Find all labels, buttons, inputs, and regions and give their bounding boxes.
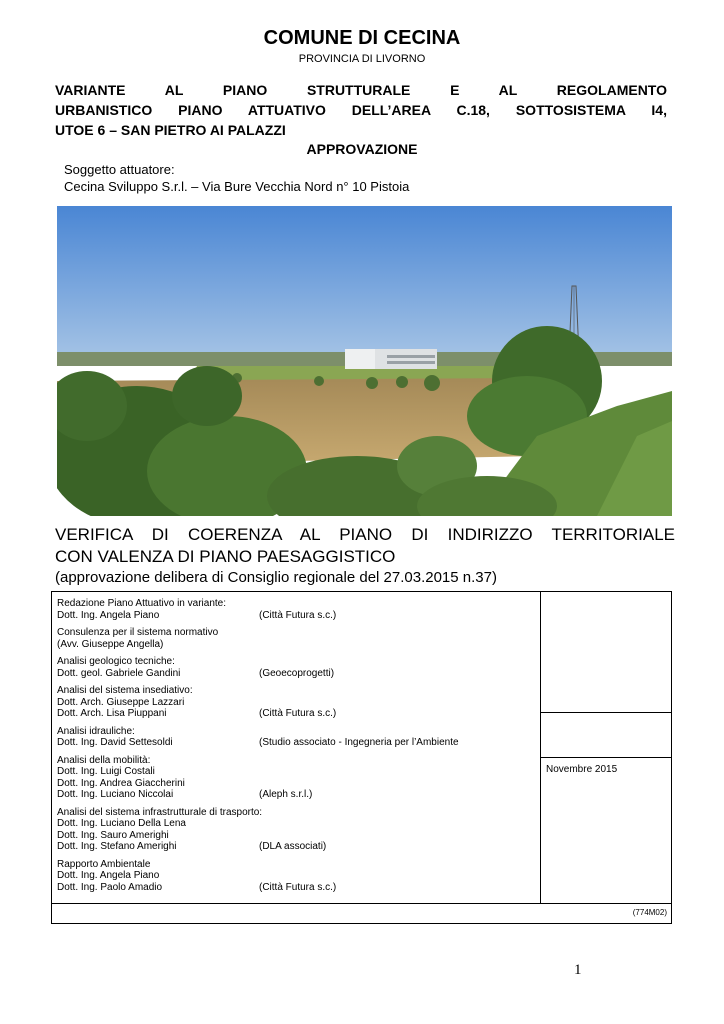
credit-title: Consulenza per il sistema normativo <box>57 627 219 638</box>
credit-person-row <box>57 708 535 720</box>
credit-person-row <box>57 830 535 842</box>
credit-title: Analisi del sistema insediativo: <box>57 685 193 696</box>
credit-person-name: Dott. Ing. Luciano Niccolai <box>57 789 174 800</box>
credit-block <box>57 859 535 894</box>
verification-approval-note: (approvazione delibera di Consiglio regionale del 27.03.2015 n.37) <box>55 569 497 586</box>
credit-title: Redazione Piano Attuativo in variante: <box>57 598 226 609</box>
credit-person-org: (Aleph s.r.l.) <box>259 789 313 800</box>
credit-person-org: (Studio associato - Ingegneria per l’Ambiente <box>259 737 459 748</box>
provincia-subtitle: PROVINCIA DI LIVORNO <box>298 53 426 65</box>
credit-person-row <box>57 841 535 853</box>
date-cell <box>541 758 672 904</box>
credit-person-row <box>57 818 535 830</box>
doc-code-cell <box>52 904 672 924</box>
credit-title: Analisi del sistema infrastrutturale di trasporto: <box>57 806 263 818</box>
credit-person-name: Dott. Ing. Luigi Costali <box>57 766 155 777</box>
credits-list <box>52 592 541 904</box>
verification-title-line-1: VERIFICA DI COERENZA AL PIANO DI INDIRIZZO TERRITORIALE <box>55 525 675 544</box>
credit-person-row <box>57 882 535 894</box>
credit-person-name: Dott. Ing. Paolo Amadio <box>57 881 163 893</box>
credit-person-row <box>57 778 535 790</box>
credit-person-row <box>57 639 535 651</box>
credit-person-org: (DLA associati) <box>259 841 327 852</box>
credit-person-name: Dott. Ing. Luciano Della Lena <box>57 818 186 829</box>
empty-cell-middle <box>541 713 672 758</box>
credit-block <box>57 726 535 749</box>
credit-person-row <box>57 697 535 709</box>
credit-person-name: Dott. Arch. Giuseppe Lazzari <box>57 696 185 708</box>
project-title-line-3: UTOE 6 – SAN PIETRO AI PALAZZI <box>55 122 286 138</box>
credit-person-name: Dott. Ing. Sauro Amerighi <box>57 829 169 841</box>
credit-person-name: Dott. Ing. Angela Piano <box>57 870 160 881</box>
page-number: 1 <box>574 962 582 978</box>
credit-person-row <box>57 668 535 680</box>
subject-label: Soggetto attuatore: <box>64 162 175 177</box>
credits-table <box>51 591 672 924</box>
credit-person-org: (Geoecoprogetti) <box>259 667 335 679</box>
credit-person-name: Dott. Ing. Angela Piano <box>57 609 160 621</box>
document-date: Novembre 2015 <box>546 764 618 775</box>
credit-person-name: Dott. Ing. Stefano Amerighi <box>57 841 177 852</box>
credit-person-name: Dott. geol. Gabriele Gandini <box>57 667 181 679</box>
project-title-line-1: VARIANTE AL PIANO STRUTTURALE E AL REGOLAMENTO <box>55 82 667 98</box>
credit-person-org: (Città Futura s.c.) <box>259 881 337 893</box>
credit-person-name: Dott. Ing. David Settesoldi <box>57 737 173 748</box>
credit-person-row <box>57 870 535 882</box>
credit-person-name: (Avv. Giuseppe Angella) <box>57 638 164 650</box>
credit-title: Analisi geologico tecniche: <box>57 656 175 667</box>
credit-person-row <box>57 789 535 801</box>
credit-title: Rapporto Ambientale <box>57 858 151 870</box>
project-title-line-2: URBANISTICO PIANO ATTUATIVO DELL’AREA C.18, SOTTOSISTEMA I4, <box>55 102 667 118</box>
comune-title: COMUNE DI CECINA <box>263 27 461 49</box>
landscape-photo <box>57 206 672 516</box>
credit-person-row <box>57 737 535 749</box>
credit-person-name: Dott. Ing. Andrea Giaccherini <box>57 777 185 789</box>
credit-title: Analisi della mobilità: <box>57 754 151 766</box>
credit-block <box>57 807 535 853</box>
credit-person-row <box>57 610 535 622</box>
credit-block <box>57 656 535 679</box>
credit-person-row <box>57 766 535 778</box>
credit-block <box>57 685 535 720</box>
credit-block <box>57 598 535 621</box>
credit-block <box>57 627 535 650</box>
document-code: (774M02) <box>632 908 667 917</box>
credit-person-org: (Città Futura s.c.) <box>259 708 337 719</box>
credit-person-name: Dott. Arch. Lisa Piuppani <box>57 708 167 719</box>
credit-person-org: (Città Futura s.c.) <box>259 609 337 621</box>
approvazione-label: APPROVAZIONE <box>306 141 418 157</box>
subject-value: Cecina Sviluppo S.r.l. – Via Bure Vecchia Nord n° 10 Pistoia <box>64 179 410 194</box>
credit-block <box>57 755 535 801</box>
empty-cell-top <box>541 592 672 713</box>
verification-title-line-2: CON VALENZA DI PIANO PAESAGGISTICO <box>55 547 396 566</box>
credit-title: Analisi idrauliche: <box>57 725 135 737</box>
